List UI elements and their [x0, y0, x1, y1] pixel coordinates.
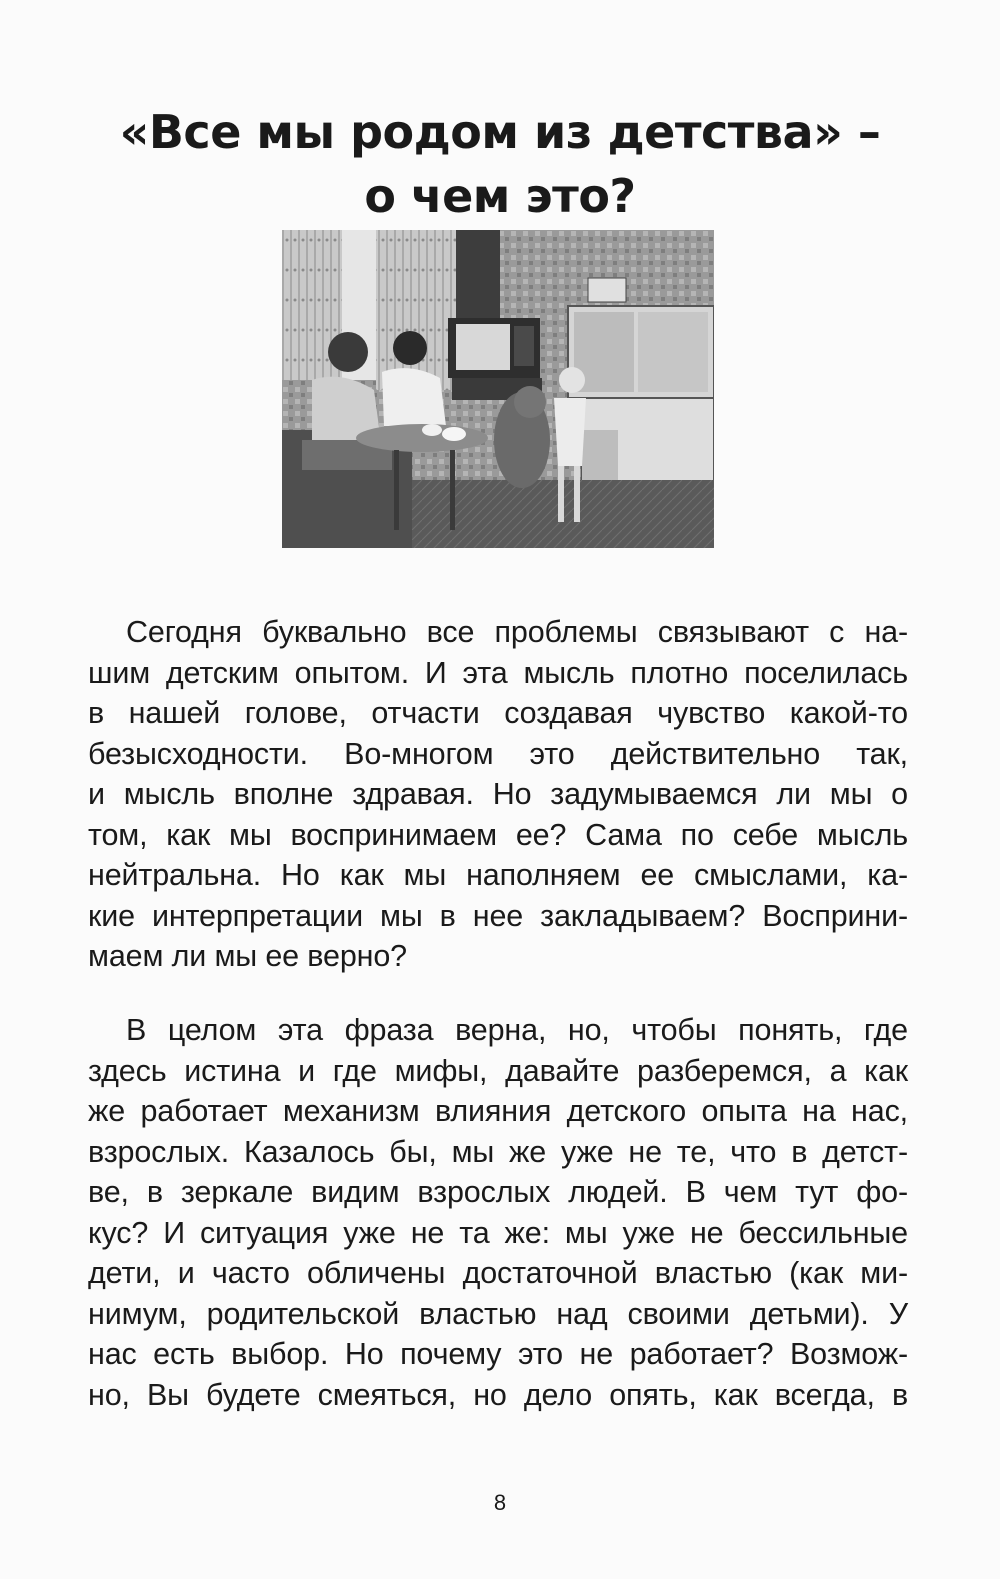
text-line: в нашей голове, отчасти создавая чувство какой-то	[88, 696, 908, 730]
text-line: нас есть выбор. Но почему это не работает? Возмож-	[88, 1337, 908, 1371]
text-line: взрослых. Казалось бы, мы же уже не те, что в детст-	[88, 1134, 908, 1169]
text-line: дети, и часто обличены достаточной властью (как ми-	[88, 1256, 908, 1290]
text-line: нейтральна. Но как мы наполняем ее смыслами, ка-	[88, 858, 908, 892]
text-line: же работает механизм влияния детского опыта на нас,	[88, 1094, 908, 1128]
text-line: и мысль вполне здравая. Но задумываемся ли мы о	[88, 777, 908, 811]
chapter-title-line-2: о чем это?	[364, 169, 636, 223]
text-line: здесь истина и где мифы, давайте разберемся, а как	[88, 1053, 908, 1088]
text-line: ве, в зеркале видим взрослых людей. В чем тут фо-	[88, 1175, 908, 1209]
text-line: Сегодня буквально все проблемы связывают с на-	[126, 615, 908, 649]
chapter-title	[80, 100, 920, 228]
text-line: кие интерпретации мы в нее закладываем? Восприни-	[88, 898, 908, 933]
text-line: безысходности. Во-многом это действительно так,	[88, 736, 908, 771]
page-number: 8	[493, 1490, 507, 1515]
chapter-title-line-1: «Все мы родом из детства» –	[119, 105, 881, 159]
text-line: том, как мы воспринимаем ее? Сама по себе мысль	[88, 817, 908, 852]
text-line: нимум, родительской властью над своими детьми). У	[88, 1296, 908, 1331]
text-line: шим детским опытом. И эта мысль плотно поселилась	[88, 655, 908, 690]
text-line: маем ли мы ее верно?	[88, 939, 407, 973]
paragraph-1	[88, 612, 908, 977]
text-line: В целом эта фраза верна, но, чтобы понять, где	[126, 1013, 908, 1047]
paragraph-2	[88, 1010, 908, 1415]
family-living-room-photo-icon	[282, 230, 714, 548]
text-line: кус? И ситуация уже не та же: мы уже не бессильные	[88, 1215, 908, 1250]
text-line: но, Вы будете смеяться, но дело опять, как всегда, в	[88, 1377, 908, 1412]
